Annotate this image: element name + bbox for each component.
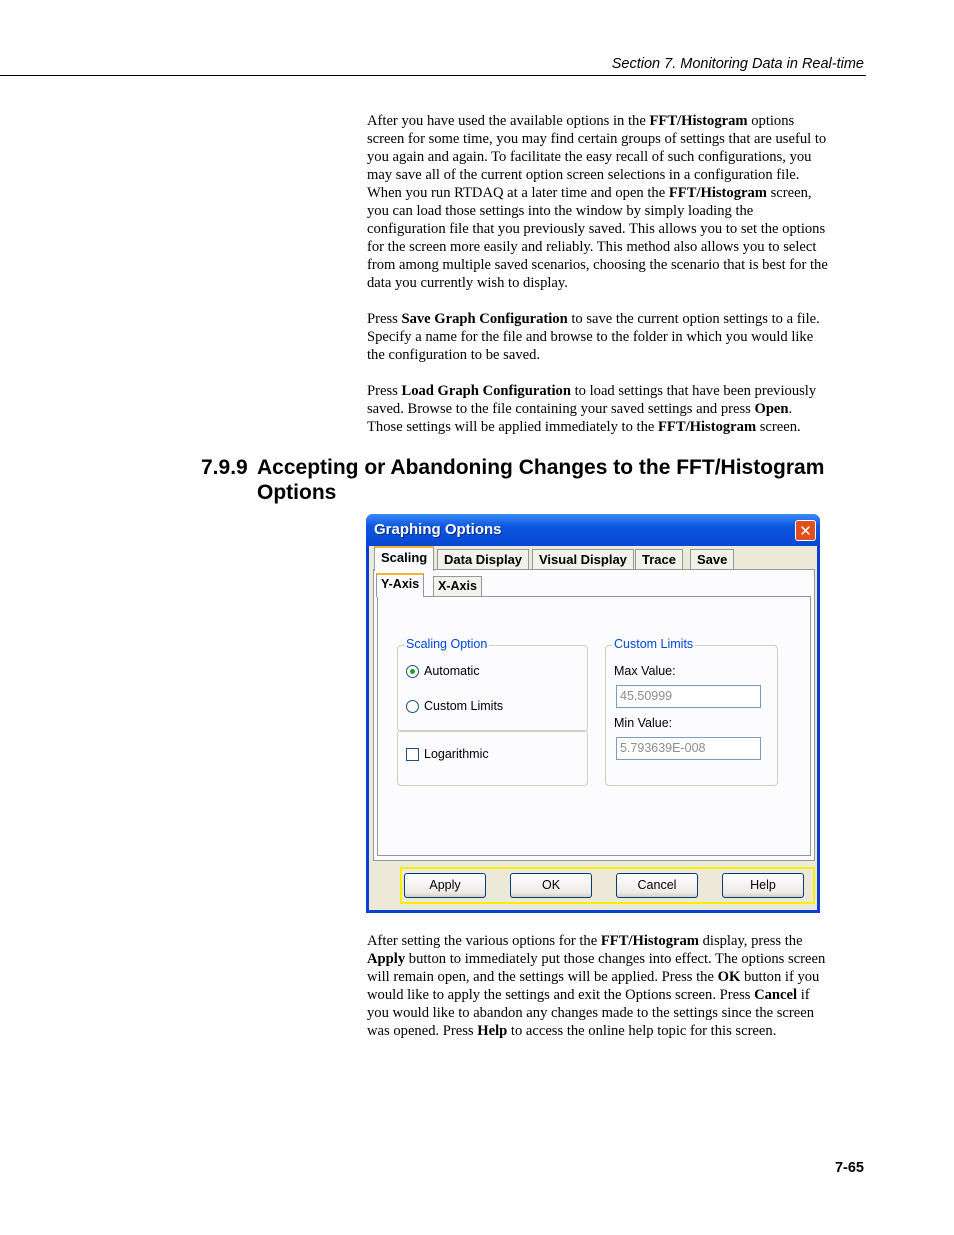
text-line <box>367 986 867 1004</box>
text-run: . <box>788 401 793 417</box>
custom-limits-group <box>605 637 778 786</box>
text-run: screen. <box>756 419 801 435</box>
text-run: Press <box>367 383 402 399</box>
max-value-label: Max Value: <box>614 664 676 678</box>
max-value-input[interactable]: 45.50999 <box>616 685 761 708</box>
section-heading <box>201 455 881 505</box>
bold-term: FFT/Histogram <box>600 933 699 949</box>
text-line <box>367 184 867 202</box>
text-line <box>367 346 867 364</box>
bold-term: Apply <box>367 951 406 967</box>
text-run: button to immediately put those changes into effect. The options screen <box>405 951 826 967</box>
tab-visual-display[interactable]: Visual Display <box>532 549 634 570</box>
heading-number: 7.9.9 <box>201 456 248 479</box>
custom-limits-label: Custom Limits <box>614 637 694 651</box>
text-run: was opened. Press <box>367 1023 478 1039</box>
text-run: if <box>797 987 810 1003</box>
load-config-paragraph <box>367 382 867 436</box>
header-rule <box>0 75 866 76</box>
heading-line-2: Options <box>257 481 337 504</box>
text-line <box>367 310 867 328</box>
text-line <box>367 1022 867 1040</box>
bold-term: Open <box>754 401 789 417</box>
radio-selected-dot <box>410 669 415 674</box>
section-title: Section 7. Monitoring Data in Real-time <box>611 56 864 72</box>
radio-custom-limits-label: Custom Limits <box>424 699 504 713</box>
scaling-option-group <box>397 637 588 732</box>
text-line <box>367 274 867 292</box>
text-run: screen, <box>766 185 812 201</box>
text-line <box>367 220 867 238</box>
scaling-tab-panel <box>373 569 815 861</box>
text-line <box>367 418 867 436</box>
text-run: screen for some time, you may find certain groups of settings that are useful to <box>367 131 827 147</box>
text-run: may save all of the current option screen selections in a configuration file. <box>367 167 800 183</box>
bold-term: Cancel <box>754 987 798 1003</box>
text-line <box>367 382 867 400</box>
text-line <box>367 130 867 148</box>
text-run: data you currently wish to display. <box>367 275 568 291</box>
text-run: saved. Browse to the file containing your saved settings and press <box>367 401 755 417</box>
text-run: would like to apply the settings and exit the Options screen. Press <box>367 987 755 1003</box>
radio-automatic[interactable] <box>406 665 419 678</box>
bold-term: Load Graph Configuration <box>401 383 571 399</box>
text-line <box>367 238 867 256</box>
text-run: for the screen more easily and reliably. This method also allows you to select <box>367 239 817 255</box>
bold-term: Save Graph Configuration <box>401 311 568 327</box>
text-line <box>367 328 867 346</box>
dialog-client-area <box>369 546 817 910</box>
min-value-input[interactable]: 5.793639E-008 <box>616 737 761 760</box>
text-run: Specify a name for the file and browse to the folder in which you would like <box>367 329 814 345</box>
help-button[interactable]: Help <box>722 873 804 898</box>
tab-x-axis[interactable]: X-Axis <box>433 576 482 596</box>
cancel-button[interactable]: Cancel <box>616 873 698 898</box>
text-run: When you run RTDAQ at a later time and open the <box>367 185 669 201</box>
text-run: you again and again. To facilitate the easy recall of such configurations, you <box>367 149 812 165</box>
logarithmic-label: Logarithmic <box>424 747 489 761</box>
text-run: you can load those settings into the window by simply loading the <box>367 203 754 219</box>
text-run: Those settings will be applied immediately to the <box>367 419 659 435</box>
bold-term: Help <box>477 1023 508 1039</box>
changes-paragraph <box>367 932 867 1040</box>
page-number: 7-65 <box>834 1160 864 1176</box>
text-line <box>367 112 867 130</box>
text-run: display, press the <box>698 933 803 949</box>
text-line <box>367 1004 867 1022</box>
text-run: button if you <box>740 969 820 985</box>
tab-trace[interactable]: Trace <box>635 549 683 570</box>
text-run: Press <box>367 311 402 327</box>
ok-button[interactable]: OK <box>510 873 592 898</box>
text-run: After setting the various options for the <box>367 933 601 949</box>
save-config-paragraph <box>367 310 867 364</box>
heading-line-1: Accepting or Abandoning Changes to the FFT/Histogram <box>257 456 825 479</box>
dialog-title: Graphing Options <box>374 521 502 538</box>
radio-automatic-label: Automatic <box>424 664 480 678</box>
text-run: you would like to abandon any changes made to the settings since the screen <box>367 1005 815 1021</box>
text-run: to load settings that have been previously <box>570 383 817 399</box>
tab-y-axis[interactable]: Y-Axis <box>376 573 424 597</box>
bold-term: FFT/Histogram <box>658 419 757 435</box>
radio-custom-limits[interactable] <box>406 700 419 713</box>
tab-save[interactable]: Save <box>690 549 734 570</box>
text-line <box>367 202 867 220</box>
text-line <box>367 400 867 418</box>
bold-term: FFT/Histogram <box>649 113 748 129</box>
text-line <box>367 968 867 986</box>
logarithmic-group <box>397 730 588 786</box>
text-run: the configuration to be saved. <box>367 347 541 363</box>
text-line <box>367 166 867 184</box>
graphing-options-dialog <box>366 514 820 913</box>
apply-button[interactable]: Apply <box>404 873 486 898</box>
logarithmic-checkbox[interactable] <box>406 748 419 761</box>
bold-term: OK <box>717 969 741 985</box>
text-run: After you have used the available options in the <box>367 113 650 129</box>
text-run: to access the online help topic for this screen. <box>507 1023 777 1039</box>
text-line <box>367 950 867 968</box>
bold-term: FFT/Histogram <box>668 185 767 201</box>
button-bar <box>400 867 815 904</box>
min-value-label: Min Value: <box>614 716 673 730</box>
tab-data-display[interactable]: Data Display <box>437 549 529 570</box>
text-run: to save the current option settings to a file. <box>567 311 820 327</box>
text-line <box>367 256 867 274</box>
text-run: configuration file that you previously saved. This allows you to set the options <box>367 221 826 237</box>
text-line <box>367 932 867 950</box>
text-run: options <box>747 113 795 129</box>
text-line <box>367 148 867 166</box>
intro-paragraph <box>367 112 867 292</box>
text-run: from among multiple saved scenarios, choosing the scenario that is best for the <box>367 257 828 273</box>
text-run: will remain open, and the settings will be applied. Press the <box>367 969 718 985</box>
close-icon[interactable]: ✕ <box>795 520 816 541</box>
y-axis-panel <box>377 596 811 856</box>
dialog-titlebar <box>366 514 820 546</box>
tab-scaling[interactable]: Scaling <box>374 546 434 571</box>
scaling-option-label: Scaling Option <box>406 637 488 651</box>
